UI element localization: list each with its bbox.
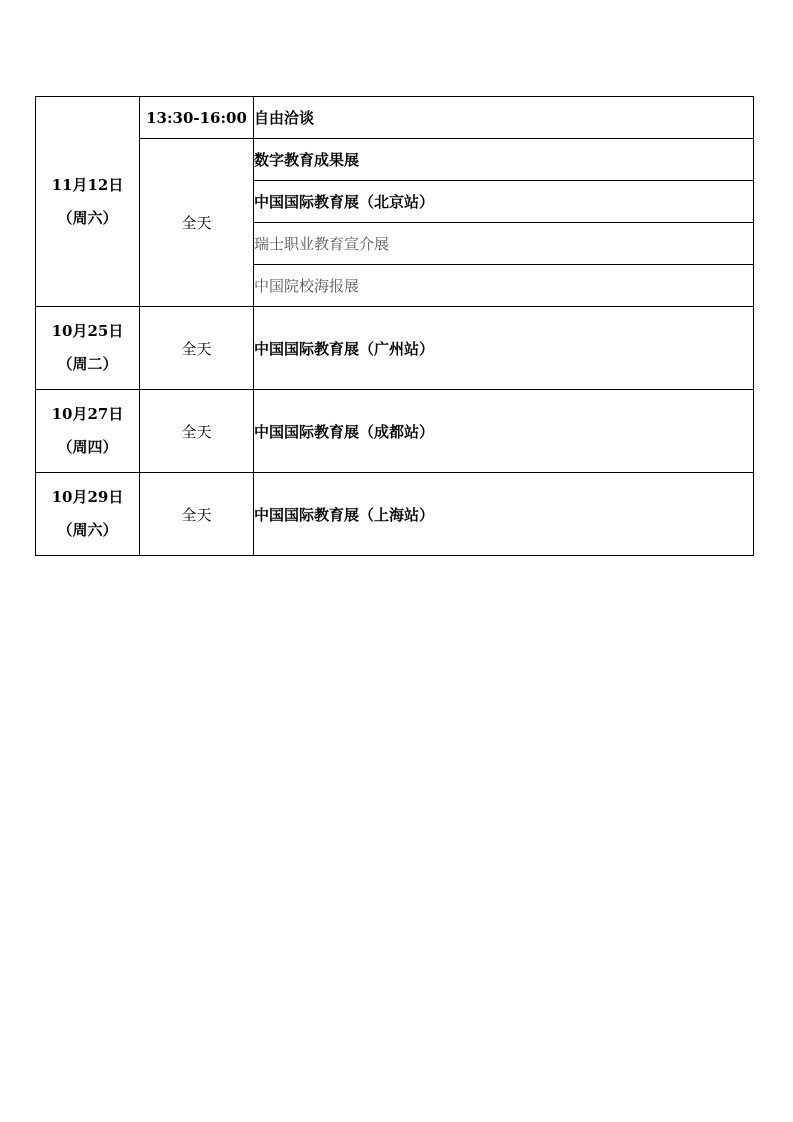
weekday-label: （周四） [57,438,118,456]
date-cell [36,473,140,556]
weekday-label: （周六） [57,208,118,227]
event-cell: 中国国际教育展（上海站） [254,473,754,556]
time-cell: 全天 [140,307,254,390]
time-cell: 13:30-16:00 [140,97,254,139]
schedule-table [35,96,754,556]
time-cell: 全天 [140,139,254,307]
table-row [36,390,754,473]
date-label: 10月25日 [51,322,124,340]
event-cell: 中国院校海报展 [254,265,754,307]
date-cell [36,307,140,390]
event-cell: 数字教育成果展 [254,139,754,181]
event-cell: 瑞士职业教育宣介展 [254,223,754,265]
table-row [36,307,754,390]
table-row [36,139,754,181]
time-cell: 全天 [140,473,254,556]
date-label: 10月27日 [51,405,124,423]
date-label: 11月12日 [51,175,124,194]
event-cell: 自由洽谈 [254,97,754,139]
time-cell: 全天 [140,390,254,473]
date-cell [36,390,140,473]
event-cell: 中国国际教育展（北京站） [254,181,754,223]
event-cell: 中国国际教育展（成都站） [254,390,754,473]
event-cell: 中国国际教育展（广州站） [254,307,754,390]
table-row [36,473,754,556]
date-label: 10月29日 [51,488,124,506]
weekday-label: （周六） [57,521,118,539]
weekday-label: （周二） [57,355,118,373]
table-row [36,97,754,139]
date-cell [36,97,140,307]
